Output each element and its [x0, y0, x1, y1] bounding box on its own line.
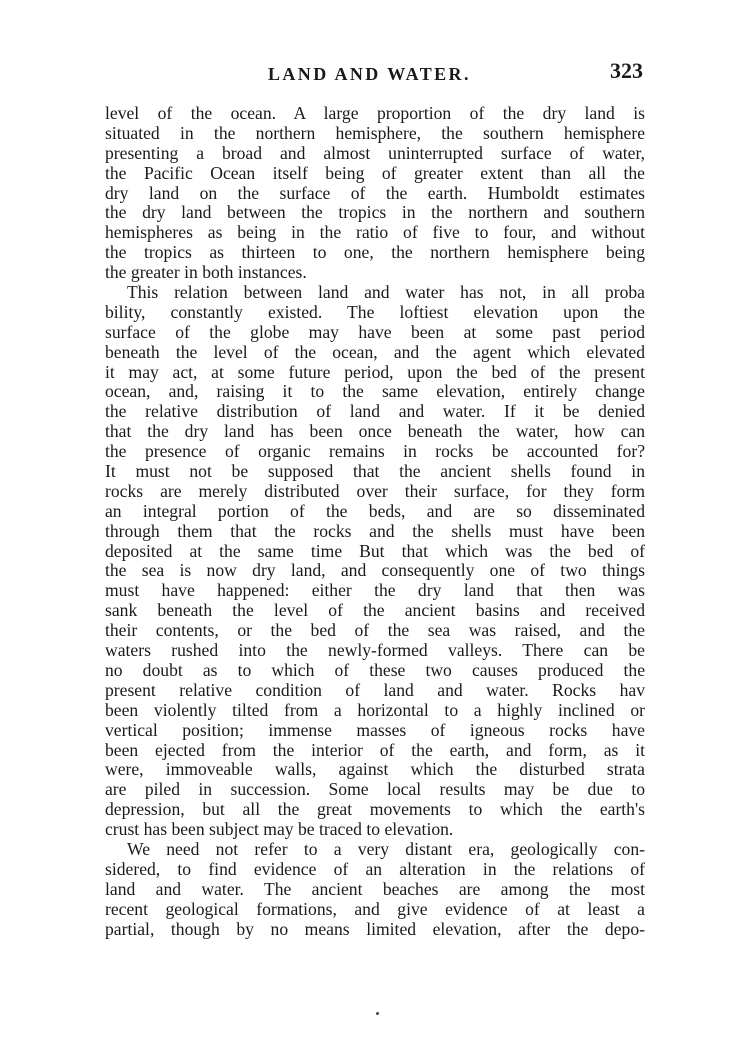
page-number: 323	[610, 58, 643, 83]
text-line: presenting a broad and almost uninterrupted surface of water,	[105, 142, 645, 163]
text-line: present relative condition of land and water. Rocks hav	[105, 679, 645, 700]
text-line: were, immoveable walls, against which the disturbed strata	[105, 759, 645, 780]
text-line: sank beneath the level of the ancient basins and received	[105, 600, 645, 621]
text-line: vertical position; immense masses of igneous rocks have	[105, 719, 645, 740]
text-line: rocks are merely distributed over their surface, for they form	[105, 480, 645, 501]
paragraph-end-line: crust has been subject may be traced to elevation.	[105, 819, 454, 840]
text-line: sidered, to find evidence of an alteration in the relations of	[105, 858, 645, 879]
text-line: ocean, and, raising it to the same elevation, entirely change	[105, 381, 645, 402]
text-line: It must not be supposed that the ancient shells found in	[105, 461, 645, 482]
text-line: been ejected from the interior of the earth, and form, as it	[105, 739, 645, 760]
ink-speck	[376, 1012, 379, 1015]
paragraph-end-line: the greater in both instances.	[105, 262, 307, 283]
text-line: been violently tilted from a horizontal to a highly inclined or	[105, 699, 645, 720]
text-line: the Pacific Ocean itself being of greater extent than all the	[105, 162, 645, 183]
text-line: surface of the globe may have been at some past period	[105, 321, 645, 342]
text-line: through them that the rocks and the shells must have been	[105, 520, 645, 541]
text-line: bility, constantly existed. The loftiest elevation upon the	[105, 301, 645, 322]
text-line: must have happened: either the dry land that then was	[105, 580, 645, 601]
text-line: situated in the northern hemisphere, the southern hemisphere	[105, 122, 645, 143]
text-line: land and water. The ancient beaches are among the most	[105, 878, 645, 899]
text-line: level of the ocean. A large proportion of the dry land is	[105, 103, 645, 123]
text-line: beneath the level of the ocean, and the agent which elevated	[105, 341, 645, 362]
paragraph-start-line: This relation between land and water has not, in all proba	[127, 282, 645, 303]
text-line: deposited at the same time But that which was the bed of	[105, 540, 645, 561]
text-line: dry land on the surface of the earth. Humboldt estimates	[105, 182, 645, 203]
text-line: recent geological formations, and give evidence of at least a	[105, 898, 645, 919]
text-line: hemispheres as being in the ratio of five to four, and without	[105, 222, 645, 243]
text-line: the sea is now dry land, and consequently one of two things	[105, 560, 645, 581]
text-line: the dry land between the tropics in the northern and southern	[105, 202, 645, 223]
text-line: it may act, at some future period, upon the bed of the present	[105, 361, 645, 382]
running-title: LAND AND WATER.	[268, 64, 471, 84]
text-line: waters rushed into the newly-formed valleys. There can be	[105, 640, 645, 661]
text-line: their contents, or the bed of the sea was raised, and the	[105, 620, 645, 641]
text-line: depression, but all the great movements to which the earth's	[105, 799, 645, 820]
text-line: the tropics as thirteen to one, the northern hemisphere being	[105, 242, 645, 263]
body-text	[105, 104, 645, 939]
text-line: the relative distribution of land and water. If it be denied	[105, 401, 645, 422]
text-line: an integral portion of the beds, and are so disseminated	[105, 500, 645, 521]
running-head	[105, 58, 645, 92]
text-line: that the dry land has been once beneath the water, how can	[105, 421, 645, 442]
text-line: partial, though by no means limited elevation, after the depo-	[105, 918, 645, 939]
paragraph-start-line: We need not refer to a very distant era, geologically con-	[127, 838, 645, 859]
text-line: no doubt as to which of these two causes produced the	[105, 659, 645, 680]
text-line: are piled in succession. Some local results may be due to	[105, 779, 645, 800]
text-line: the presence of organic remains in rocks be accounted for?	[105, 441, 645, 462]
